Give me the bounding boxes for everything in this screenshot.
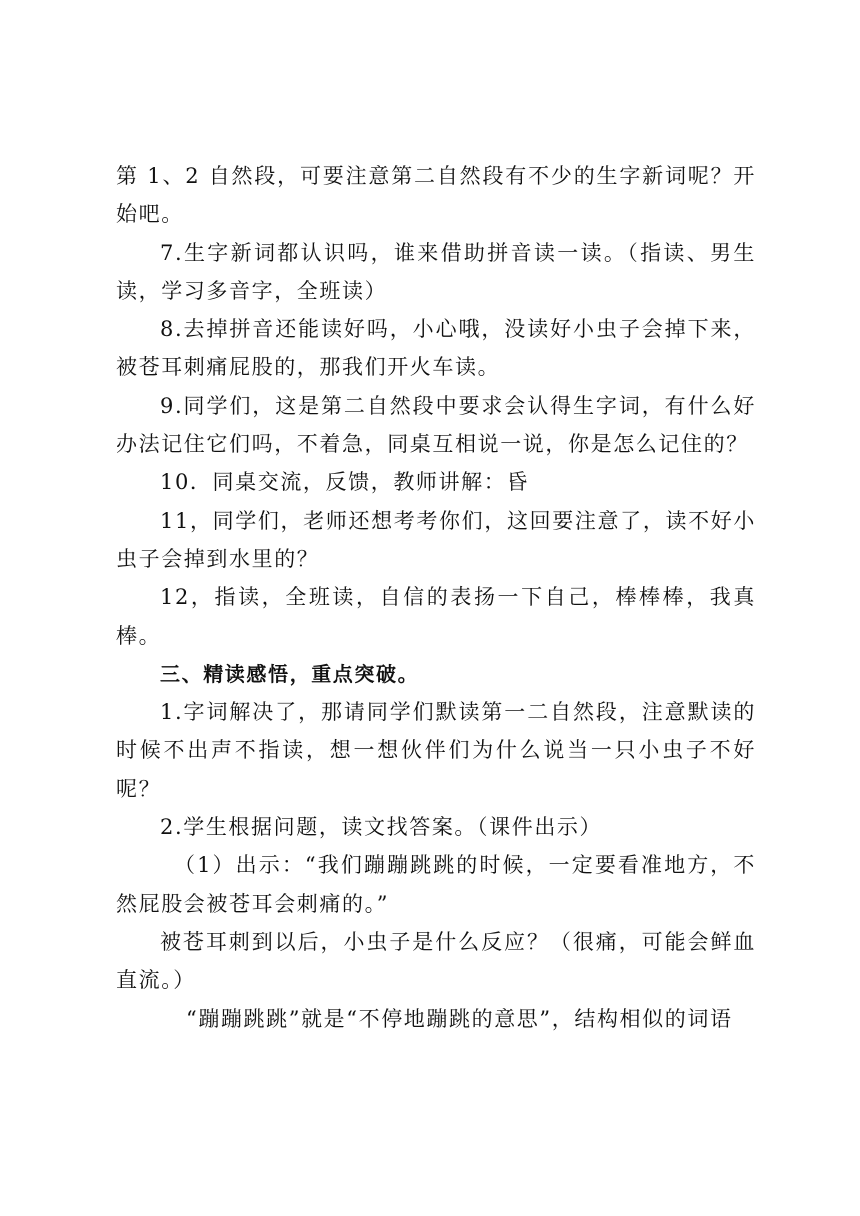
paragraph-continuation: 第 1、2 自然段，可要注意第二自然段有不少的生字新词呢？开始吧。 [116, 164, 756, 227]
paragraph-step-9: 9.同学们，这是第二自然段中要求会认得生字词，有什么好办法记住它们吗，不着急，同桌互相说一说，你是怎么记住的？ [116, 393, 756, 457]
paragraph-step-10: 10．同桌交流，反馈，教师讲解：昏 [160, 470, 529, 495]
document-body [116, 157, 756, 1038]
paragraph-item-2: 2.学生根据问题，读文找答案。（课件出示） [160, 815, 603, 840]
paragraph-step-8: 8.去掉拼音还能读好吗，小心哦，没读好小虫子会掉下来，被苍耳刺痛屁股的，那我们开火车读。 [116, 317, 756, 380]
paragraph-step-7: 7.生字新词都认识吗，谁来借助拼音读一读。（指读、男生读，学习多音字，全班读） [116, 240, 756, 303]
paragraph-step-11: 11，同学们，老师还想考考你们，这回要注意了，读不好小虫子会掉到水里的？ [116, 508, 756, 571]
paragraph-step-12: 12，指读，全班读，自信的表扬一下自己，棒棒棒，我真棒。 [116, 585, 756, 648]
paragraph-item-1: 1.字词解决了，那请同学们默读第一二自然段，注意默读的时候不出声不指读，想一想伙伴们为什么说当一只小虫子不好呢？ [116, 700, 756, 801]
paragraph-question: 被苍耳刺到以后，小虫子是什么反应？（很痛，可能会鲜血直流。） [116, 929, 756, 993]
section-heading: 三、精读感悟，重点突破。 [160, 661, 420, 686]
paragraph-quote: （1）出示：“我们蹦蹦跳跳的时候，一定要看准地方，不然屁股会被苍耳会刺痛的。” [116, 853, 756, 916]
paragraph-word-explanation: “蹦蹦跳跳”就是“不停地蹦跳的意思”，结构相似的词语 [186, 1006, 733, 1031]
